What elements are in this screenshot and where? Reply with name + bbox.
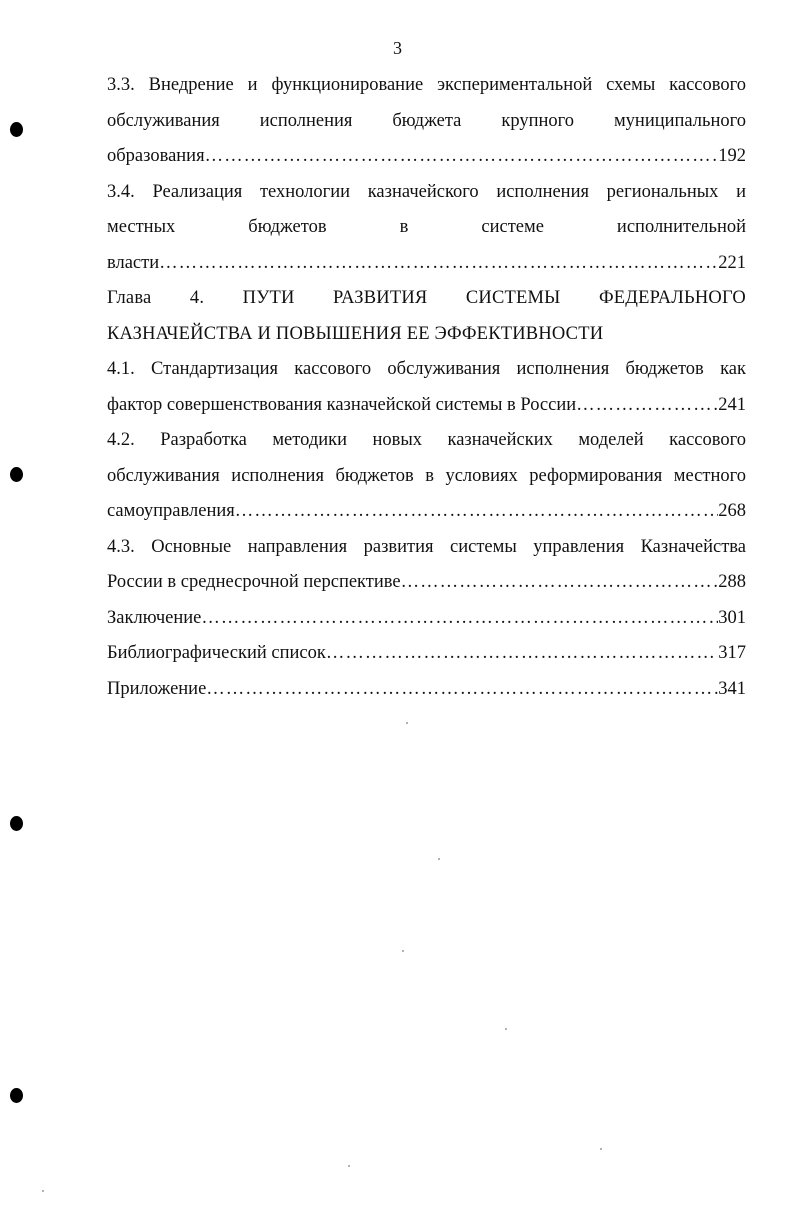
chapter-heading: КАЗНАЧЕЙСТВА И ПОВЫШЕНИЯ ЕЕ ЭФФЕКТИВНОСТИ bbox=[107, 323, 604, 344]
toc-entry-leader-line bbox=[107, 246, 746, 282]
toc-entry-leader-line bbox=[107, 139, 746, 175]
toc-entry-text: самоуправления bbox=[107, 501, 235, 521]
table-of-contents bbox=[107, 68, 746, 707]
toc-entry-text: фактор совершенствования казначейской системы в России bbox=[107, 394, 577, 415]
dot-leader bbox=[206, 672, 718, 708]
dot-leader bbox=[326, 636, 718, 672]
dot-leader bbox=[235, 494, 718, 530]
toc-entry-text: Заключение bbox=[107, 607, 202, 628]
toc-entry-leader-line bbox=[107, 565, 746, 601]
toc-entry-text: 4.3. Основные направления развития системы управления Казначейства bbox=[107, 536, 746, 557]
toc-page-number: 288 bbox=[718, 572, 746, 592]
toc-entry-3-3 bbox=[107, 68, 746, 175]
punch-hole-mark bbox=[10, 816, 23, 831]
dot-leader bbox=[205, 139, 719, 175]
toc-page-number: 221 bbox=[718, 252, 746, 273]
punch-hole-mark bbox=[10, 467, 23, 482]
toc-entry-conclusion bbox=[107, 601, 746, 637]
toc-entry-3-4 bbox=[107, 175, 746, 282]
toc-page-number: 192 bbox=[718, 146, 746, 166]
toc-page-number: 341 bbox=[718, 678, 746, 699]
toc-chapter-4 bbox=[107, 281, 746, 352]
toc-entry-text: 4.2. Разработка методики новых казначейских моделей кассового bbox=[107, 430, 746, 450]
toc-entry-text: Библиографический список bbox=[107, 643, 326, 663]
toc-entry-bibliography bbox=[107, 636, 746, 672]
scan-speck bbox=[42, 1190, 44, 1192]
toc-entry-text: Приложение bbox=[107, 678, 207, 699]
toc-entry-text: обслуживания исполнения бюджета крупного муниципального bbox=[107, 110, 746, 131]
toc-entry-4-3 bbox=[107, 530, 746, 601]
dot-leader bbox=[401, 565, 719, 601]
toc-entry-text: образования bbox=[107, 146, 205, 166]
toc-page-number: 241 bbox=[718, 394, 746, 415]
toc-page-number: 317 bbox=[718, 643, 746, 663]
toc-entry-text: 4.1. Стандартизация кассового обслуживания исполнения бюджетов как bbox=[107, 359, 746, 379]
toc-page-number: 268 bbox=[718, 501, 746, 521]
toc-entry-text: власти bbox=[107, 252, 160, 273]
toc-entry-leader-line bbox=[107, 388, 746, 424]
scan-speck bbox=[438, 858, 440, 860]
page-number: 3 bbox=[393, 38, 402, 58]
toc-entry-leader-line bbox=[107, 494, 746, 530]
toc-entry-text: местных бюджетов в системе исполнительной bbox=[107, 217, 746, 237]
scan-speck bbox=[600, 1148, 602, 1150]
chapter-heading: Глава 4. ПУТИ РАЗВИТИЯ СИСТЕМЫ ФЕДЕРАЛЬНОГО bbox=[107, 288, 746, 308]
toc-entry-text: 3.4. Реализация технологии казначейского исполнения региональных и bbox=[107, 181, 746, 202]
scan-speck bbox=[406, 722, 408, 724]
dot-leader bbox=[159, 246, 718, 282]
toc-entry-text: обслуживания исполнения бюджетов в условиях реформирования местного bbox=[107, 465, 746, 486]
scan-speck bbox=[348, 1165, 350, 1167]
punch-hole-mark bbox=[10, 122, 23, 137]
toc-entry-appendix bbox=[107, 672, 746, 708]
toc-entry-4-1 bbox=[107, 352, 746, 423]
punch-hole-mark bbox=[10, 1088, 23, 1103]
dot-leader bbox=[201, 601, 718, 637]
scan-speck bbox=[402, 950, 404, 952]
toc-entry-4-2 bbox=[107, 423, 746, 530]
toc-entry-text: 3.3. Внедрение и функционирование экспериментальной схемы кассового bbox=[107, 75, 746, 95]
dot-leader bbox=[576, 388, 718, 424]
toc-entry-text: России в среднесрочной перспективе bbox=[107, 572, 401, 592]
scan-speck bbox=[505, 1028, 507, 1030]
toc-page-number: 301 bbox=[718, 607, 746, 628]
